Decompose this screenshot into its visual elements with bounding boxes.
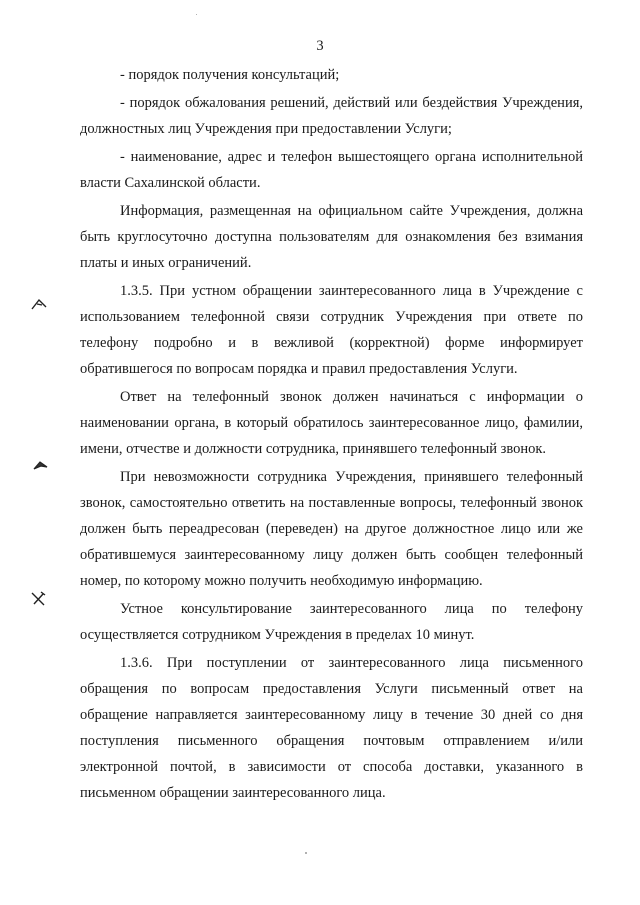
scan-speck [196,14,197,15]
paragraph-website-info: Информация, размещенная на официальном сайте Учреждения, должна быть круглосуточно доступна пользователям для ознакомления без взимания платы и иных ограничений. [80,203,583,271]
margin-pen-mark [32,458,50,472]
paragraph-1-3-5: 1.3.5. При устном обращении заинтересованного лица в Учреждение с использованием телефонной связи сотрудник Учреждения при ответе по телефону подробно и в вежливой (корректной) форме информирует обратившегося по вопросам порядка и правил предоставления Услуги. [80,283,583,377]
paragraph-1-3-6: 1.3.6. При поступлении от заинтересованного лица письменного обращения по вопросам предоставления Услуги письменный ответ на обращение направляется заинтересованному лицу в течение 30 дней со дня поступления письменного обращения почтовым отправлением и/или электронной почтой, в зависимости от способа доставки, указанного в письменном обращении заинтересованного лица. [80,655,583,801]
margin-pen-mark [29,590,47,608]
paragraph-higher-authority: - наименование, адрес и телефон вышестоящего органа исполнительной власти Сахалинской области. [80,149,583,191]
paragraph-oral-consultation: Устное консультирование заинтересованного лица по телефону осуществляется сотрудником Учреждения в пределах 10 минут. [80,601,583,643]
scan-speck [305,852,307,854]
paragraph-phone-answer: Ответ на телефонный звонок должен начинаться с информации о наименовании органа, в который обратилось заинтересованное лицо, фамилии, имени, отчестве и должности сотрудника, принявшего телефонный звонок. [80,389,583,457]
page-number: 3 [316,38,324,54]
document-body [80,62,583,806]
margin-pen-mark [30,297,48,311]
paragraph-phone-redirect: При невозможности сотрудника Учреждения, принявшего телефонный звонок, самостоятельно ответить на поставленные вопросы, телефонный звонок должен быть переадресован (переведен) на другое должностное лицо или же обратившемуся заинтересованному лицу должен быть сообщен телефонный номер, по которому можно получить необходимую информацию. [80,469,583,589]
paragraph-appeal-order: - порядок обжалования решений, действий или бездействия Учреждения, должностных лиц Учреждения при предоставлении Услуги; [80,95,583,137]
paragraph-consultation-order: - порядок получения консультаций; [120,67,340,83]
